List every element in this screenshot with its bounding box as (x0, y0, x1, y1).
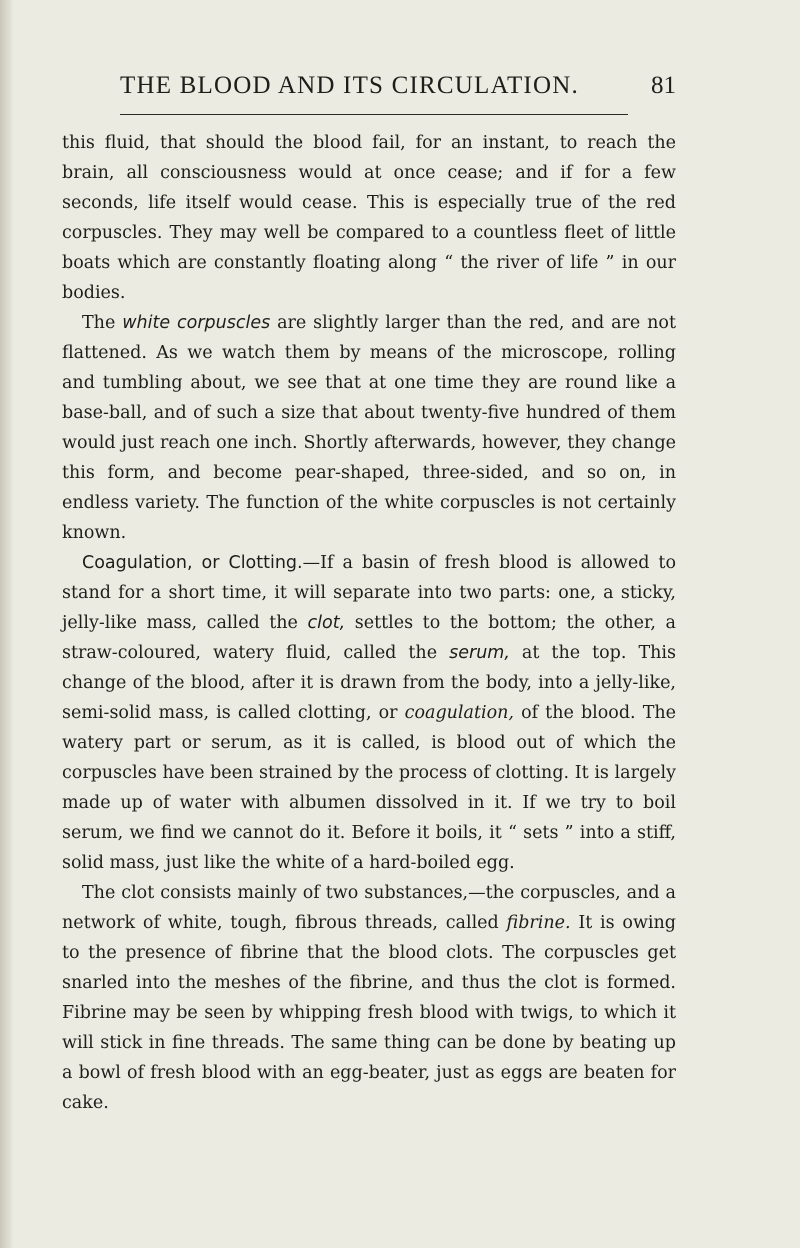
body-text (62, 128, 676, 1118)
paragraph-2 (62, 308, 676, 548)
paragraph-2-after: are slightly larger than the red, and are not flattened. As we watch them by means of the microscope, rolling and tumbling about, we see that at one time they are round like a base-ball, and of such a size that about twenty-five hundred of them would just reach one inch. Shortly afterwards, however, they change this form, and become pear-shaped, three-sided, and so on, in endless variety. The function of the white corpuscles is not certainly known. (62, 313, 676, 543)
term-coagulation: coagulation, (404, 703, 514, 723)
running-title: THE BLOOD AND ITS CIRCULATION. (120, 72, 579, 99)
section-heading-coagulation: Coagulation, or Clotting. (82, 553, 303, 573)
paragraph-1 (62, 128, 676, 308)
paragraph-4-part-1: The clot consists mainly of two substances,—the corpuscles, and a network of white, tough, fibrous threads, called (62, 883, 676, 933)
page-header (120, 70, 676, 110)
term-white-corpuscles: white corpuscles (122, 313, 271, 333)
paragraph-3 (62, 548, 676, 878)
page-number: 81 (651, 72, 676, 99)
paragraph-1-text: this fluid, that should the blood fail, for an instant, to reach the brain, all consciousness would at once cease; and if for a few seconds, life itself would cease. This is especially true of the red corpuscles. They may well be compared to a countless fleet of little boats which are constantly floating along “ the river of life ” in our bodies. (62, 133, 676, 303)
header-rule (120, 114, 628, 115)
paragraph-2-before: The (82, 313, 123, 333)
term-serum: serum, (449, 643, 510, 663)
term-fibrine: fibrine. (506, 913, 571, 933)
term-clot: clot, (307, 613, 346, 633)
paragraph-3-part-4: of the blood. The watery part or serum, as it is called, is blood out of which the corpuscles have been strained by the process of clotting. It is largely made up of water with albumen dissolved in it. If we try to boil serum, we find we cannot do it. Before it boils, it “ sets ” into a stiff, solid mass, just like the white of a hard-boiled egg. (62, 703, 676, 873)
paragraph-3-part-1: —If a basin of fresh blood is allowed to stand for a short time, it will separate into two parts: one, a sticky, jelly-like mass, called the (62, 553, 676, 633)
paragraph-4 (62, 878, 676, 1118)
paragraph-4-part-2: It is owing to the presence of fibrine that the blood clots. The corpuscles get snarled into the meshes of the fibrine, and thus the clot is formed. Fibrine may be seen by whipping fresh blood with twigs, to which it will stick in fine threads. The same thing can be done by beating up a bowl of fresh blood with an egg-beater, just as eggs are beaten for cake. (62, 913, 676, 1113)
paragraph-3-part-2: settles to the bottom; the other, a straw-coloured, watery fluid, called the (62, 613, 676, 663)
paragraph-3-part-3: at the top. This change of the blood, after it is drawn from the body, into a jelly-like, semi-solid mass, is called clotting, or (62, 643, 676, 723)
